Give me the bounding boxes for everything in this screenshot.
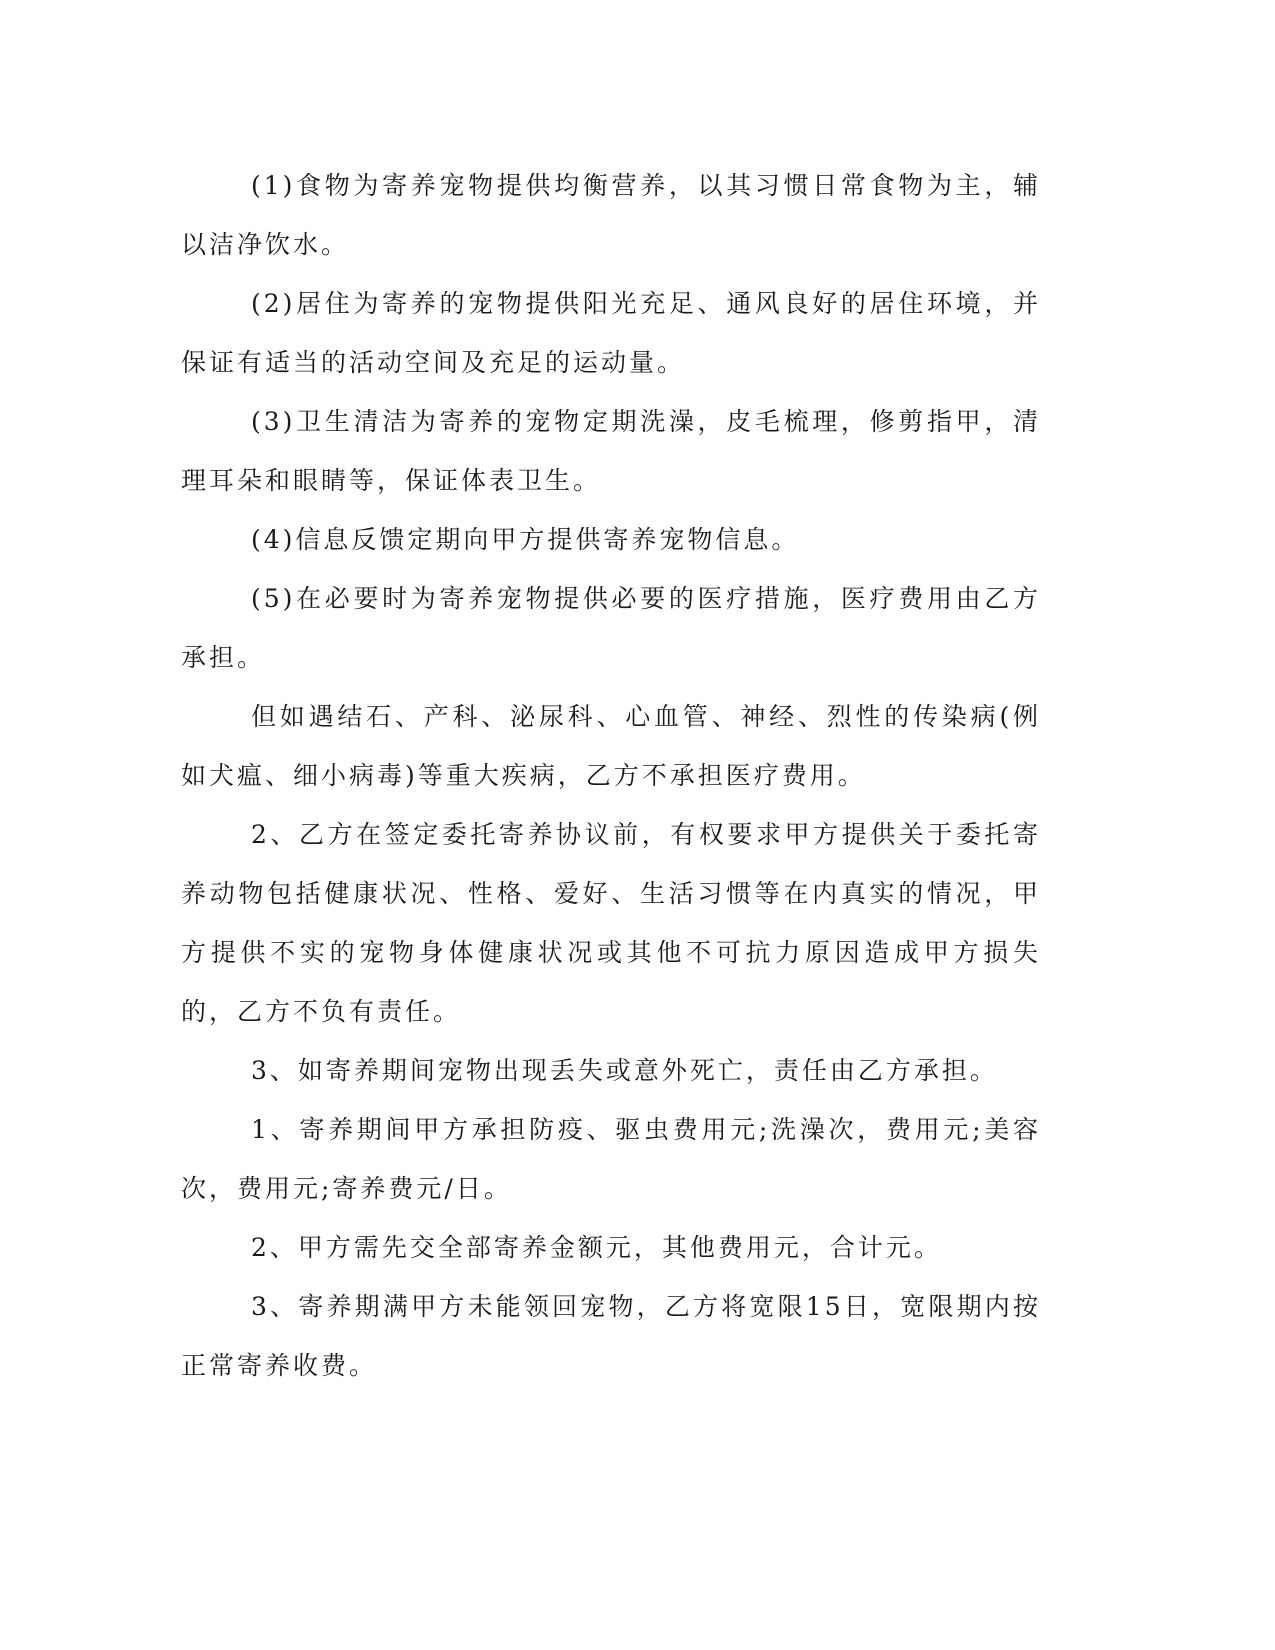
paragraph-medical: (5)在必要时为寄养宠物提供必要的医疗措施，医疗费用由乙方承担。 — [181, 584, 1041, 672]
paragraph-medical-exception: 但如遇结石、产科、泌尿科、心血管、神经、烈性的传染病(例如犬瘟、细小病毒)等重大疾病，乙方不承担医疗费用。 — [181, 702, 1041, 790]
paragraph-food: (1)食物为寄养宠物提供均衡营养，以其习惯日常食物为主，辅以洁净饮水。 — [181, 171, 1041, 259]
paragraph-hygiene: (3)卫生清洁为寄养的宠物定期洗澡，皮毛梳理，修剪指甲，清理耳朵和眼睛等，保证体表卫生。 — [181, 407, 1041, 495]
paragraph-fees-2: 2、甲方需先交全部寄养金额元，其他费用元，合计元。 — [251, 1233, 942, 1262]
paragraph-feedback: (4)信息反馈定期向甲方提供寄养宠物信息。 — [251, 525, 800, 554]
paragraph-housing: (2)居住为寄养的宠物提供阳光充足、通风良好的居住环境，并保证有适当的活动空间及充足的运动量。 — [181, 289, 1041, 377]
document-body — [181, 156, 1041, 1395]
paragraph-clause-3: 3、如寄养期间宠物出现丢失或意外死亡，责任由乙方承担。 — [251, 1056, 998, 1085]
paragraph-fees-3: 3、寄养期满甲方未能领回宠物，乙方将宽限15日，宽限期内按正常寄养收费。 — [181, 1292, 1041, 1380]
paragraph-fees-1: 1、寄养期间甲方承担防疫、驱虫费用元;洗澡次，费用元;美容次，费用元;寄养费元/日。 — [181, 1115, 1041, 1203]
paragraph-clause-2: 2、乙方在签定委托寄养协议前，有权要求甲方提供关于委托寄养动物包括健康状况、性格、爱好、生活习惯等在内真实的情况，甲方提供不实的宠物身体健康状况或其他不可抗力原因造成甲方损失的，乙方不负有责任。 — [181, 820, 1041, 1026]
